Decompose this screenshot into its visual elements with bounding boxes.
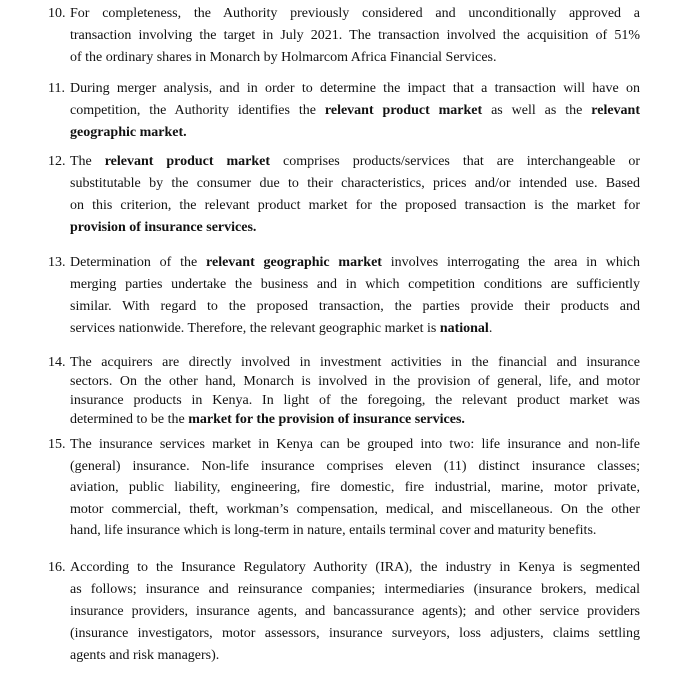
paragraph-number: 10. [48, 6, 66, 21]
text-run: merging parties undertake the business and in which competition conditions are sufficiently [70, 277, 640, 292]
bold-phrase: relevant geographic market [206, 255, 382, 270]
text-line [70, 217, 640, 239]
text-run: as well as the [482, 103, 592, 118]
text-line [70, 296, 640, 318]
text-line [70, 645, 640, 667]
text-run: For completeness, the Authority previously considered and unconditionally approved a [70, 6, 640, 21]
text-run: According to the Insurance Regulatory Authority (IRA), the industry in Kenya is segmented [70, 560, 640, 575]
text-run: The insurance services market in Kenya can be grouped into two: life insurance and non-life [70, 437, 640, 452]
text-line [70, 318, 640, 340]
text-line [70, 557, 640, 579]
bold-phrase: relevant product market [324, 103, 483, 118]
bold-phrase: national [439, 321, 489, 336]
text-line [70, 456, 640, 478]
text-run: services nationwide. Therefore, the relevant geographic market is [70, 321, 440, 336]
text-run: motor commercial, theft, workman’s compensation, medical, and miscellaneous. On the other [70, 501, 640, 517]
text-run: The acquirers are directly involved in investment activities in the financial and insurance [70, 355, 640, 370]
numbered-paragraph [48, 78, 640, 144]
paragraph-number: 11. [48, 81, 65, 96]
bold-phrase: geographic market. [70, 125, 187, 140]
text-line [70, 100, 640, 122]
bold-phrase: provision of insurance services. [70, 220, 257, 235]
text-run: substitutable by the consumer due to their characteristics, prices and/or intended use. Based [70, 176, 640, 191]
text-line [70, 122, 640, 144]
text-run: During merger analysis, and in order to determine the impact that a transaction will have on [70, 81, 640, 96]
text-run: (insurance investigators, motor assessors, insurance surveyors, loss adjusters, claims settling [70, 626, 640, 641]
numbered-paragraph [48, 434, 640, 542]
text-run: sectors. On the other hand, Monarch is involved in the provision of general, life, and motor [70, 374, 640, 389]
numbered-paragraph [48, 151, 640, 239]
text-line [70, 151, 640, 173]
text-line [70, 391, 640, 410]
paragraph-text [70, 151, 640, 239]
text-line [70, 25, 640, 47]
paragraph-text [70, 557, 640, 667]
text-line [70, 353, 640, 372]
text-run: (general) insurance. Non-life insurance comprises eleven (11) distinct insurance classes; [70, 458, 640, 474]
text-run: transaction involving the target in July 2021. The transaction involved the acquisition of 51% [70, 28, 640, 43]
paragraph-text [70, 353, 640, 429]
text-line [70, 434, 640, 456]
paragraph-text [70, 252, 640, 340]
paragraph-text [70, 3, 640, 69]
numbered-paragraph [48, 252, 640, 340]
text-line [70, 274, 640, 296]
paragraph-number: 15. [48, 437, 66, 452]
text-line [70, 623, 640, 645]
text-run: aviation, public liability, engineering, fire domestic, fire industrial, marine, motor private, [70, 480, 640, 495]
text-line [70, 579, 640, 601]
paragraph-number: 13. [48, 255, 66, 270]
text-run: on this criterion, the relevant product market for the proposed transaction is the market for [70, 198, 640, 213]
paragraph-number: 14. [48, 355, 66, 370]
text-run: as follows; insurance and reinsurance companies; intermediaries (insurance brokers, medical [70, 582, 640, 597]
text-line [70, 3, 640, 25]
text-run: competition, the Authority identifies the [70, 103, 325, 118]
bold-phrase: relevant [591, 103, 640, 118]
paragraph-text [70, 78, 640, 144]
numbered-paragraph [48, 557, 640, 667]
text-line [70, 47, 640, 69]
text-run: involves interrogating the area in which [381, 255, 641, 270]
text-line [70, 252, 640, 274]
text-run: similar. With regard to the proposed transaction, the parties provide their products and [70, 299, 640, 314]
text-run: determined to be the [70, 412, 189, 427]
text-run: . [488, 321, 493, 336]
text-run: of the ordinary shares in Monarch by Holmarcom Africa Financial Services. [70, 50, 497, 65]
text-run: hand, life insurance which is long-term in nature, entails terminal cover and maturity benefits. [70, 523, 597, 538]
numbered-paragraph [48, 353, 640, 429]
bold-phrase: relevant product market [104, 154, 271, 169]
paragraph-number: 12. [48, 154, 66, 169]
text-line [70, 372, 640, 391]
text-line [70, 520, 640, 542]
text-run: insurance products in Kenya. In light of the foregoing, the relevant product market was [70, 393, 640, 408]
text-run: The [70, 154, 105, 169]
text-line [70, 173, 640, 195]
numbered-paragraph [48, 3, 640, 69]
paragraph-number: 16. [48, 560, 66, 575]
text-run: comprises products/services that are interchangeable or [270, 154, 640, 169]
paragraph-text [70, 434, 640, 542]
text-line [70, 601, 640, 623]
text-run: agents and risk managers). [70, 648, 220, 663]
text-line [70, 78, 640, 100]
text-run: Determination of the [70, 255, 207, 270]
text-line [70, 477, 640, 499]
text-line [70, 499, 640, 521]
bold-phrase: market for the provision of insurance services. [188, 412, 465, 427]
text-run: insurance providers, insurance agents, and bancassurance agents); and other service providers [70, 604, 640, 619]
text-line [70, 195, 640, 217]
text-line [70, 410, 640, 429]
